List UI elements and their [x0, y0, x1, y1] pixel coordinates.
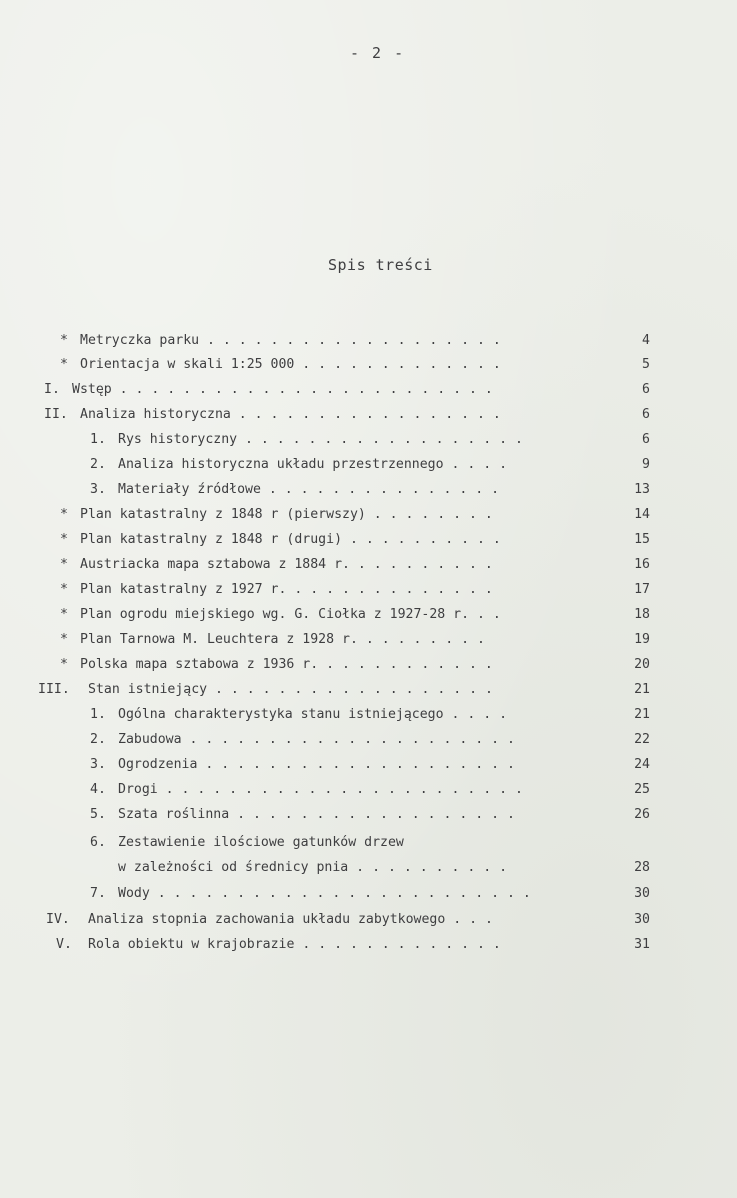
toc-page: 4	[642, 333, 650, 348]
toc-page: 22	[634, 732, 650, 747]
toc-marker: *	[60, 557, 68, 572]
toc-title: Spis treści	[328, 256, 433, 274]
toc-marker: 4.	[90, 782, 106, 797]
toc-label: Analiza historyczna . . . . . . . . . . . . . . . . .	[80, 407, 501, 422]
toc-label: Plan Tarnowa M. Leuchtera z 1928 r. . . . . . . . .	[80, 632, 485, 647]
toc-page: 6	[642, 382, 650, 397]
toc-label: Analiza historyczna układu przestrzennego . . . .	[118, 457, 508, 472]
toc-marker: 6.	[90, 835, 106, 850]
toc-label: Szata roślinna . . . . . . . . . . . . . . . . . .	[118, 807, 515, 822]
toc-marker: 2.	[90, 732, 106, 747]
toc-label: Zestawienie ilościowe gatunków drzew	[118, 835, 404, 850]
toc-marker: 1.	[90, 707, 106, 722]
toc-marker: 3.	[90, 757, 106, 772]
toc-label: Wstęp . . . . . . . . . . . . . . . . . . . . . . . .	[72, 382, 493, 397]
toc-label: Metryczka parku . . . . . . . . . . . . . . . . . . .	[80, 333, 501, 348]
toc-marker: 3.	[90, 482, 106, 497]
toc-label: Plan katastralny z 1848 r (pierwszy) . . . . . . . .	[80, 507, 493, 522]
toc-page: 21	[634, 707, 650, 722]
toc-marker: *	[60, 607, 68, 622]
page-number: - 2 -	[350, 44, 406, 62]
toc-label: Polska mapa sztabowa z 1936 r. . . . . . . . . . . .	[80, 657, 493, 672]
toc-marker: II.	[44, 407, 68, 422]
toc-label: Analiza stopnia zachowania układu zabytkowego . . .	[88, 912, 493, 927]
toc-page: 30	[634, 912, 650, 927]
toc-marker: *	[60, 582, 68, 597]
toc-marker: I.	[44, 382, 60, 397]
toc-label: Materiały źródłowe . . . . . . . . . . . . . . .	[118, 482, 500, 497]
toc-label: Plan katastralny z 1927 r. . . . . . . . . . . . . .	[80, 582, 493, 597]
toc-marker: 2.	[90, 457, 106, 472]
toc-page: 20	[634, 657, 650, 672]
toc-marker: III.	[38, 682, 70, 697]
toc-label: Wody . . . . . . . . . . . . . . . . . . . . . . . .	[118, 886, 531, 901]
toc-page: 21	[634, 682, 650, 697]
toc-marker: *	[60, 532, 68, 547]
toc-page: 16	[634, 557, 650, 572]
toc-page: 5	[642, 357, 650, 372]
toc-marker: V.	[56, 937, 72, 952]
toc-marker: *	[60, 657, 68, 672]
toc-page: 19	[634, 632, 650, 647]
toc-page: 9	[642, 457, 650, 472]
toc-marker: *	[60, 333, 68, 348]
toc-page: 28	[634, 860, 650, 875]
toc-marker: 1.	[90, 432, 106, 447]
toc-label: Austriacka mapa sztabowa z 1884 r. . . . . . . . . .	[80, 557, 493, 572]
toc-page: 6	[642, 432, 650, 447]
toc-page: 15	[634, 532, 650, 547]
toc-page: 17	[634, 582, 650, 597]
toc-label: Drogi . . . . . . . . . . . . . . . . . . . . . . .	[118, 782, 523, 797]
toc-label: Plan ogrodu miejskiego wg. G. Ciołka z 1927-28 r. . .	[80, 607, 501, 622]
toc-marker: 7.	[90, 886, 106, 901]
toc-page: 25	[634, 782, 650, 797]
toc-marker: *	[60, 357, 68, 372]
toc-label: Ogólna charakterystyka stanu istniejącego . . . .	[118, 707, 508, 722]
toc-marker: 5.	[90, 807, 106, 822]
toc-page: 31	[634, 937, 650, 952]
toc-page: 30	[634, 886, 650, 901]
toc-marker: *	[60, 507, 68, 522]
toc-label: Orientacja w skali 1:25 000 . . . . . . . . . . . . .	[80, 357, 501, 372]
toc-label: w zależności od średnicy pnia . . . . . . . . . .	[118, 860, 508, 875]
toc-page: 6	[642, 407, 650, 422]
toc-label: Stan istniejący . . . . . . . . . . . . . . . . . .	[88, 682, 493, 697]
toc-label: Rola obiektu w krajobrazie . . . . . . . . . . . . .	[88, 937, 501, 952]
toc-page: 18	[634, 607, 650, 622]
toc-label: Zabudowa . . . . . . . . . . . . . . . . . . . . .	[118, 732, 515, 747]
toc-page: 13	[634, 482, 650, 497]
toc-label: Rys historyczny . . . . . . . . . . . . . . . . . .	[118, 432, 523, 447]
toc-marker: IV.	[46, 912, 70, 927]
toc-page: 26	[634, 807, 650, 822]
toc-label: Plan katastralny z 1848 r (drugi) . . . . . . . . . .	[80, 532, 501, 547]
toc-page: 14	[634, 507, 650, 522]
toc-marker: *	[60, 632, 68, 647]
toc-label: Ogrodzenia . . . . . . . . . . . . . . . . . . . .	[118, 757, 515, 772]
toc-page: 24	[634, 757, 650, 772]
